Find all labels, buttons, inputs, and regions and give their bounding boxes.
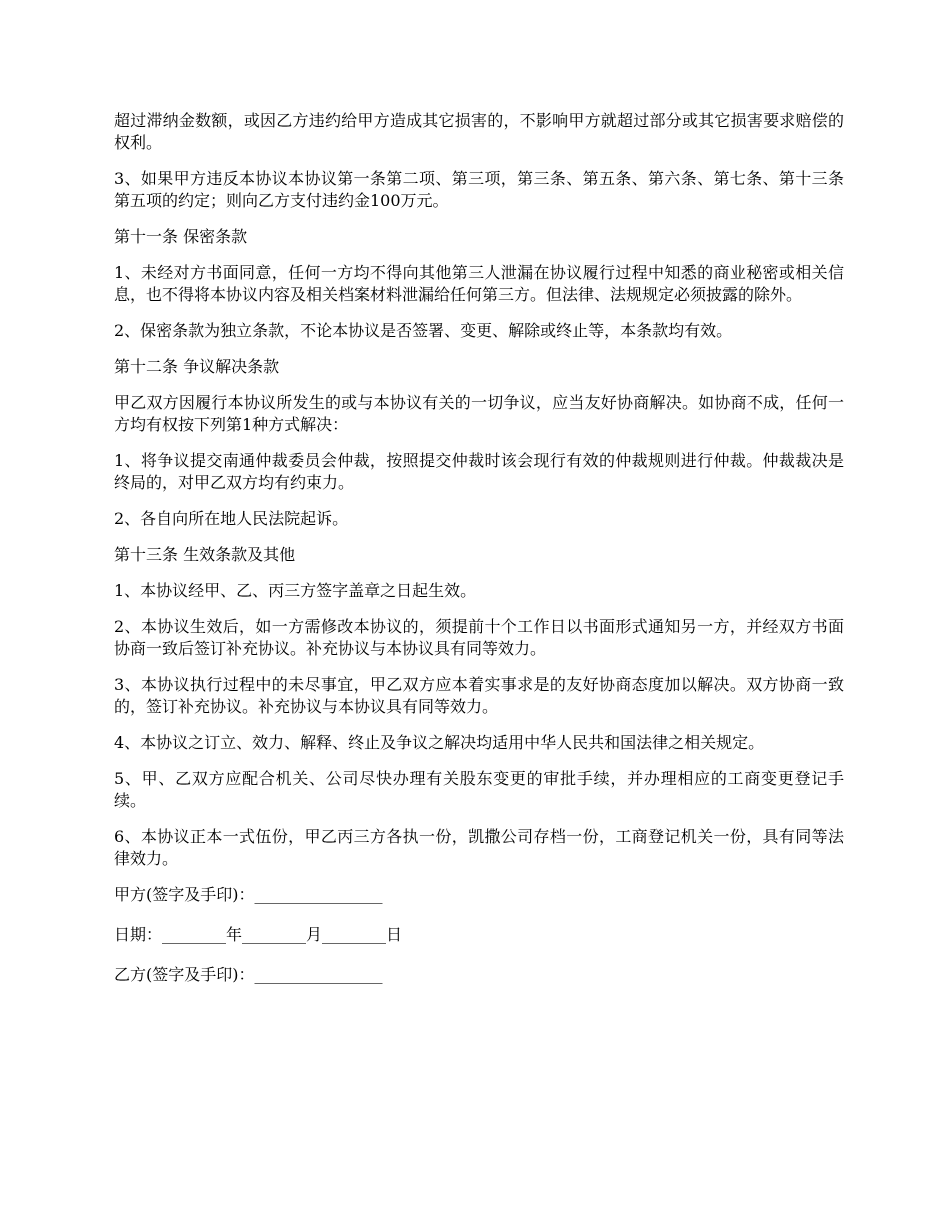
paragraph: 超过滞纳金数额，或因乙方违约给甲方造成其它损害的，不影响甲方就超过部分或其它损害要求赔偿的权利。 (114, 111, 844, 152)
paragraph: 4、本协议之订立、效力、解释、终止及争议之解决均适用中华人民共和国法律之相关规定。 (114, 733, 765, 752)
section-heading: 第十一条 保密条款 (114, 227, 248, 246)
paragraph: 甲乙双方因履行本协议所发生的或与本协议有关的一切争议，应当友好协商解决。如协商不成，任何一方均有权按下列第1种方式解决： (114, 393, 844, 434)
section-heading: 第十二条 争议解决条款 (114, 357, 280, 376)
paragraph: 2、各自向所在地人民法院起诉。 (114, 509, 349, 528)
paragraph: 1、将争议提交南通仲裁委员会仲裁，按照提交仲裁时该会现行有效的仲裁规则进行仲裁。仲裁裁决是终局的，对甲乙双方均有约束力。 (114, 451, 844, 492)
paragraph: 5、甲、乙双方应配合机关、公司尽快办理有关股东变更的审批手续，并办理相应的工商变更登记手续。 (114, 769, 844, 810)
paragraph: 2、保密条款为独立条款，不论本协议是否签署、变更、解除或终止等，本条款均有效。 (114, 321, 733, 340)
paragraph: 6、本协议正本一式伍份，甲乙丙三方各执一份，凯撒公司存档一份，工商登记机关一份，具有同等法律效力。 (114, 827, 844, 868)
paragraph: 1、未经对方书面同意，任何一方均不得向其他第三人泄漏在协议履行过程中知悉的商业秘密或相关信息，也不得将本协议内容及相关档案材料泄漏给任何第三方。但法律、法规规定必须披露的除外。 (114, 263, 844, 304)
paragraph: 2、本协议生效后，如一方需修改本协议的，须提前十个工作日以书面形式通知另一方，并经双方书面协商一致后签订补充协议。补充协议与本协议具有同等效力。 (114, 617, 844, 658)
paragraph: 3、如果甲方违反本协议本协议第一条第二项、第三项，第三条、第五条、第六条、第七条、第十三条第五项的约定；则向乙方支付违约金100万元。 (114, 169, 844, 210)
signature-date: 日期：________年________月________日 (114, 925, 403, 944)
section-heading: 第十三条 生效条款及其他 (114, 545, 296, 564)
document-page (114, 110, 844, 1004)
paragraph: 3、本协议执行过程中的未尽事宜，甲乙双方应本着实事求是的友好协商态度加以解决。双方协商一致的，签订补充协议。补充协议与本协议具有同等效力。 (114, 675, 844, 716)
signature-party-b: 乙方(签字及手印)：________________ (114, 965, 383, 984)
signature-party-a: 甲方(签字及手印)：________________ (114, 885, 383, 904)
paragraph: 1、本协议经甲、乙、丙三方签字盖章之日起生效。 (114, 581, 477, 600)
